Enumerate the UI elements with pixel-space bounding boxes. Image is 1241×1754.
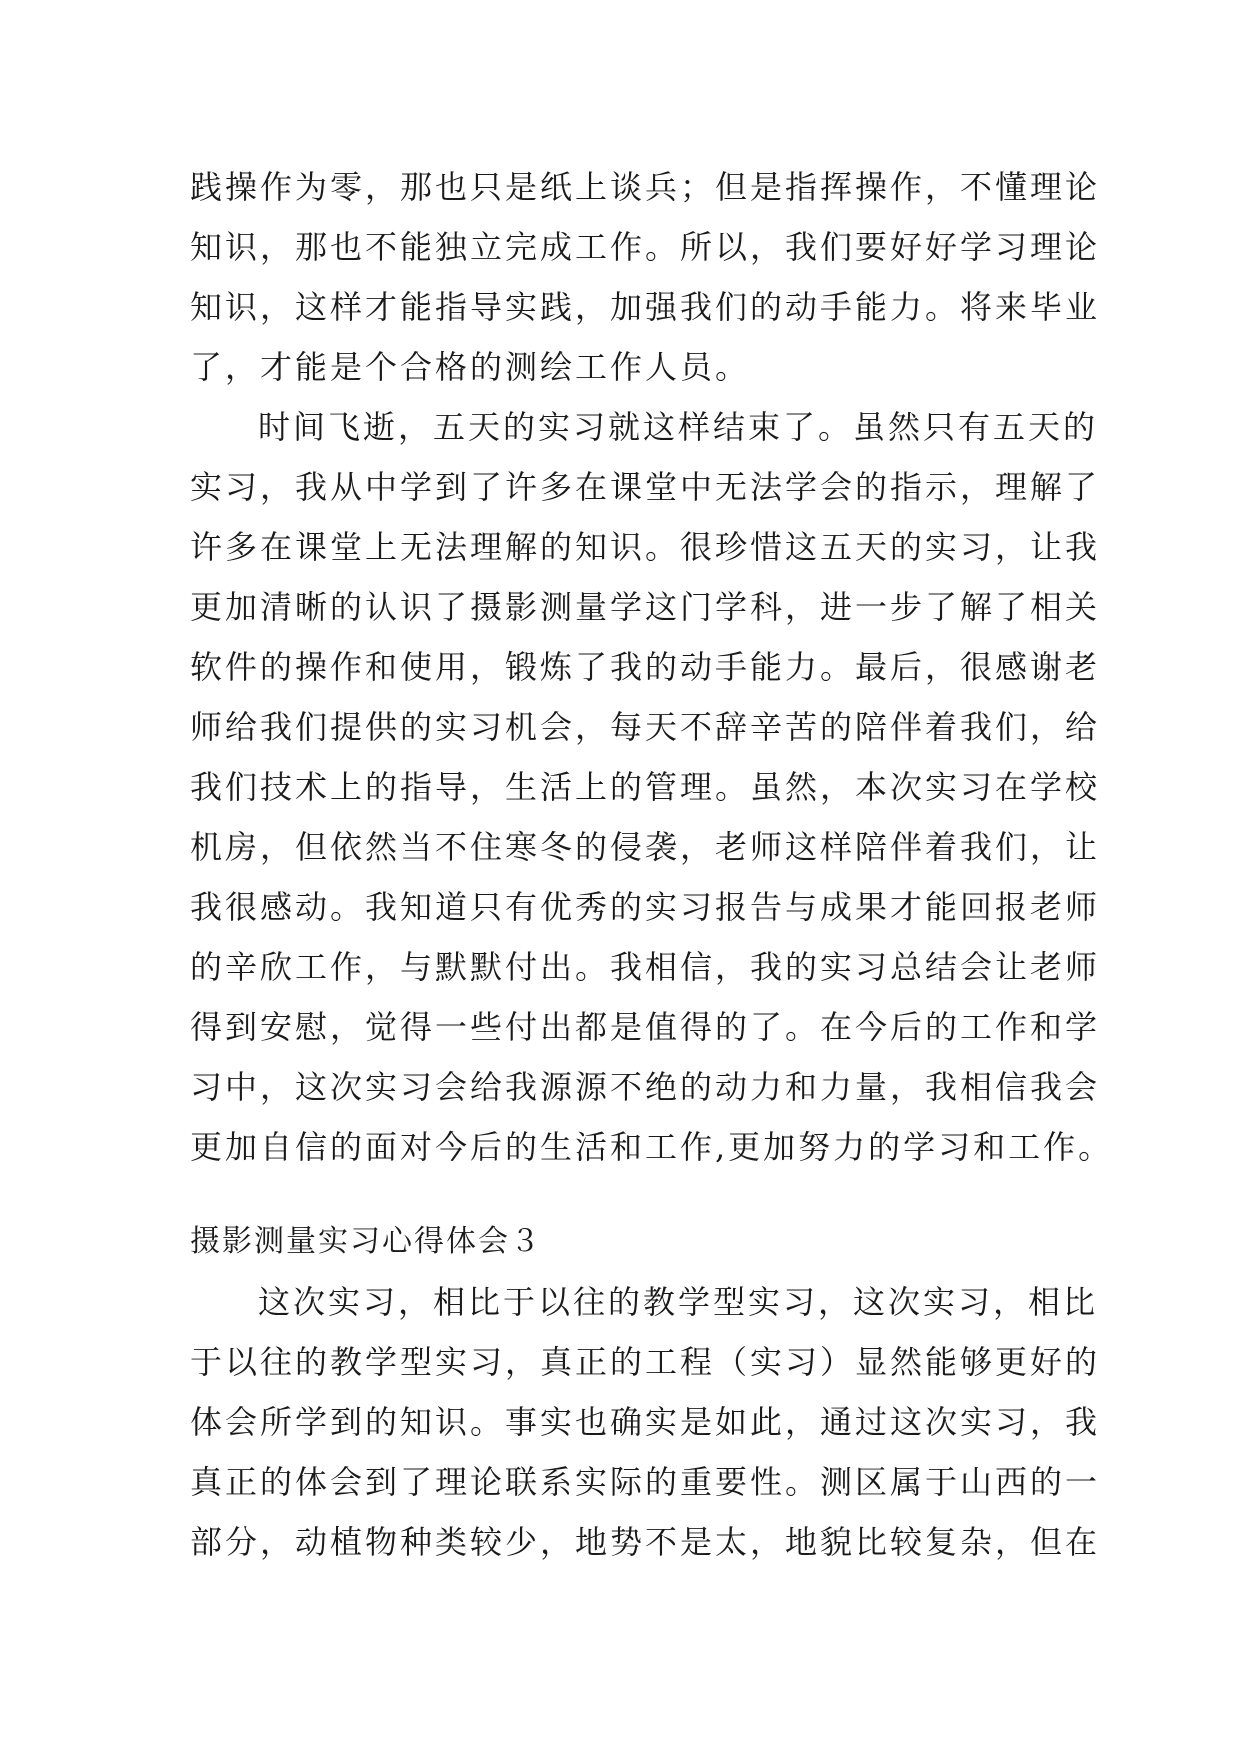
text-line: 于以往的教学型实习，真正的工程（实习）显然能够更好的 xyxy=(190,1343,1101,1381)
text-line: 习中，这次实习会给我源源不绝的动力和力量，我相信我会 xyxy=(190,1068,1101,1106)
text-line: 师给我们提供的实习机会，每天不辞辛苦的陪伴着我们，给 xyxy=(190,708,1101,746)
section-heading: 摄影测量实习心得体会３ xyxy=(190,1224,542,1259)
text-line: 真正的体会到了理论联系实际的重要性。测区属于山西的一 xyxy=(190,1463,1101,1501)
paragraph-section-3 xyxy=(190,1272,1101,1572)
text-line: 时间飞逝，五天的实习就这样结束了。虽然只有五天的 xyxy=(258,408,1099,446)
text-line: 知识，这样才能指导实践，加强我们的动手能力。将来毕业 xyxy=(190,288,1101,326)
text-line: 更加自信的面对今后的生活和工作,更加努力的学习和工作。 xyxy=(190,1128,1114,1166)
paragraph-continued xyxy=(190,157,1101,397)
text-line: 了，才能是个合格的测绘工作人员。 xyxy=(190,348,751,386)
text-line: 我很感动。我知道只有优秀的实习报告与成果才能回报老师 xyxy=(190,888,1101,926)
text-line: 软件的操作和使用，锻炼了我的动手能力。最后，很感谢老 xyxy=(190,648,1101,686)
text-line: 的辛欣工作，与默默付出。我相信，我的实习总结会让老师 xyxy=(190,948,1101,986)
text-line: 这次实习，相比于以往的教学型实习，这次实习，相比 xyxy=(258,1283,1099,1321)
text-line: 践操作为零，那也只是纸上谈兵；但是指挥操作，不懂理论 xyxy=(190,168,1101,206)
text-line: 体会所学到的知识。事实也确实是如此，通过这次实习，我 xyxy=(190,1403,1101,1441)
text-line: 实习，我从中学到了许多在课堂中无法学会的指示，理解了 xyxy=(190,468,1101,506)
text-line: 更加清晰的认识了摄影测量学这门学科，进一步了解了相关 xyxy=(190,588,1101,626)
text-line: 我们技术上的指导，生活上的管理。虽然，本次实习在学校 xyxy=(190,768,1101,806)
text-line: 机房，但依然当不住寒冬的侵袭，老师这样陪伴着我们，让 xyxy=(190,828,1101,866)
text-line: 知识，那也不能独立完成工作。所以，我们要好好学习理论 xyxy=(190,228,1101,266)
text-line: 部分，动植物种类较少，地势不是太，地貌比较复杂，但在 xyxy=(190,1523,1101,1561)
text-line: 许多在课堂上无法理解的知识。很珍惜这五天的实习，让我 xyxy=(190,528,1101,566)
text-line: 得到安慰，觉得一些付出都是值得的了。在今后的工作和学 xyxy=(190,1008,1101,1046)
paragraph-summary xyxy=(190,397,1114,1177)
